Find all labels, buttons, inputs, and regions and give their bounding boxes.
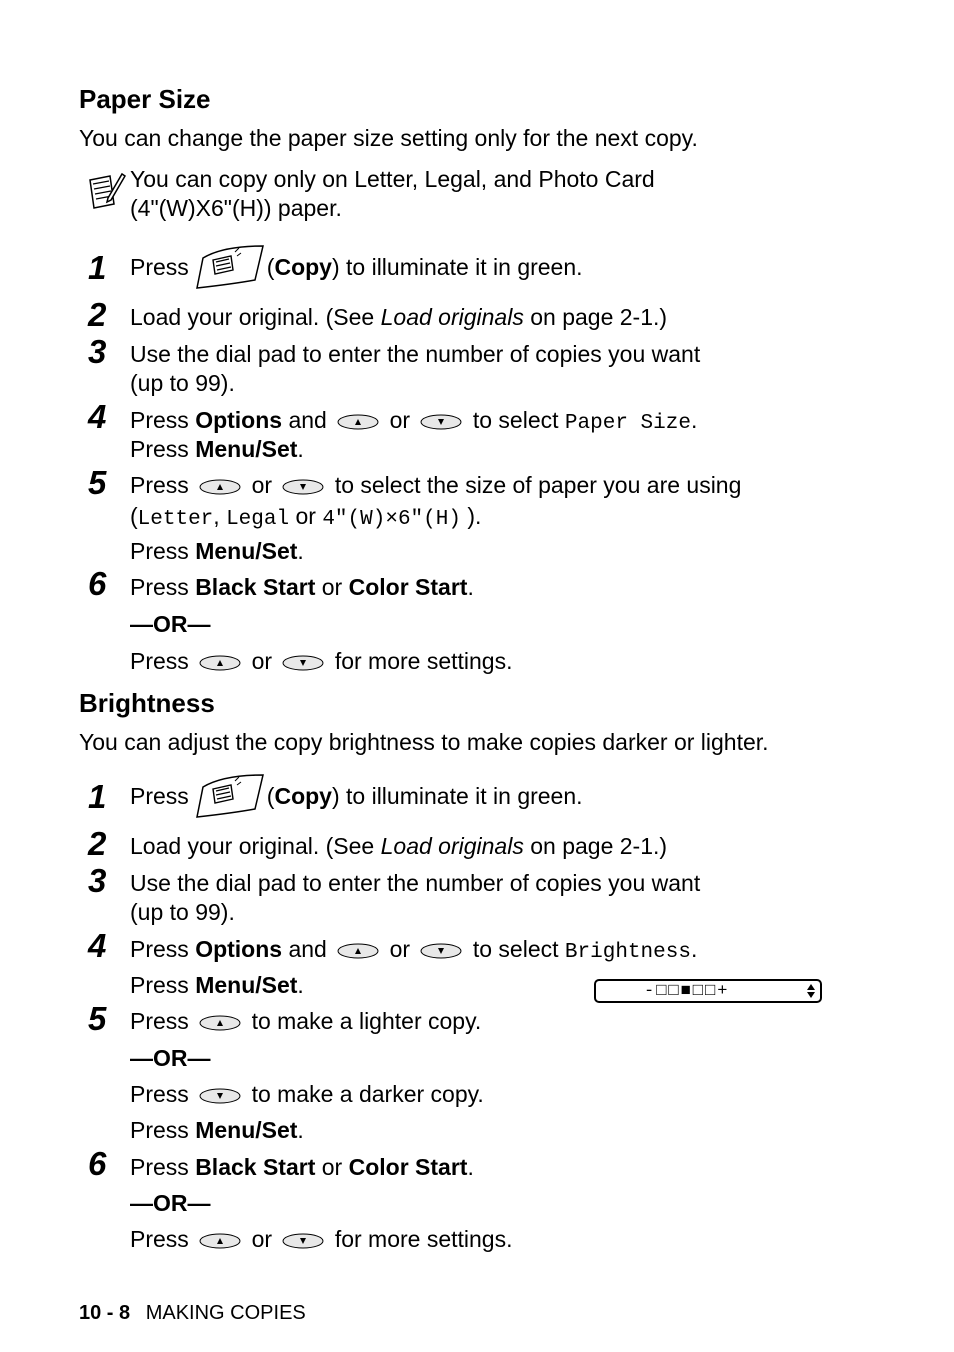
up-down-arrows-icon bbox=[806, 983, 816, 999]
copy-key-label: Copy bbox=[274, 782, 332, 809]
brightness-step-5-lighter: Press to make a lighter copy. bbox=[130, 1008, 482, 1034]
up-arrow-button-icon[interactable] bbox=[199, 1233, 241, 1249]
step-number: 3 bbox=[88, 862, 107, 899]
brightness-step-5-darker: Press to make a darker copy. bbox=[130, 1081, 484, 1107]
down-arrow-button-icon[interactable] bbox=[282, 655, 324, 671]
copy-key-icon[interactable] bbox=[193, 773, 265, 819]
brightness-step-4-line2: Press Menu/Set. bbox=[130, 972, 304, 998]
copy-key-label: Copy bbox=[274, 253, 332, 280]
brightness-step-2: Load your original. (See Load originals on page 2-1.) bbox=[130, 833, 668, 859]
load-originals-link: Load originals bbox=[380, 304, 524, 330]
brightness-step-3-line1: Use the dial pad to enter the number of copies you want bbox=[130, 870, 701, 896]
brightness-step-5-menuset: Press Menu/Set. bbox=[130, 1117, 304, 1143]
brightness-step-6: Press Black Start or Color Start. bbox=[130, 1154, 474, 1180]
paper-size-step-5-line3: Press Menu/Set. bbox=[130, 538, 304, 564]
paper-size-intro: You can change the paper size setting only for the next copy. bbox=[79, 125, 698, 151]
copy-key-icon[interactable] bbox=[193, 244, 265, 290]
step-number: 4 bbox=[88, 398, 107, 435]
step-number: 2 bbox=[88, 825, 107, 862]
load-originals-link: Load originals bbox=[380, 833, 524, 859]
paper-size-step-3-line1: Use the dial pad to enter the number of copies you want bbox=[130, 341, 701, 367]
paper-size-step-6: Press Black Start or Color Start. bbox=[130, 574, 474, 600]
step-number: 1 bbox=[88, 778, 107, 815]
down-arrow-button-icon[interactable] bbox=[199, 1088, 241, 1104]
step-number: 1 bbox=[88, 249, 107, 286]
step-text: Press bbox=[130, 253, 189, 280]
paper-size-step-4-line1: Press Options and or to select Paper Size. bbox=[130, 407, 698, 435]
paper-size-step-5-line2: (Letter, Legal or 4"(W)×6"(H) ). bbox=[130, 503, 482, 531]
down-arrow-button-icon[interactable] bbox=[420, 943, 462, 959]
up-arrow-button-icon[interactable] bbox=[199, 655, 241, 671]
note-pencil-icon bbox=[86, 170, 126, 212]
page-footer bbox=[79, 1302, 306, 1325]
step-number: 6 bbox=[88, 1145, 107, 1182]
up-arrow-button-icon[interactable] bbox=[199, 479, 241, 495]
step-number: 5 bbox=[88, 464, 107, 501]
lcd-menu-value: Paper Size bbox=[564, 412, 691, 435]
step-number: 6 bbox=[88, 565, 107, 602]
up-arrow-button-icon[interactable] bbox=[337, 414, 379, 430]
or-separator: —OR— bbox=[130, 1190, 211, 1216]
brightness-step-1: Press ( Copy ) to illuminate it in green. bbox=[130, 772, 583, 820]
step-number: 4 bbox=[88, 927, 107, 964]
page-number: 10 - 8 bbox=[79, 1302, 131, 1324]
brightness-step-4-line1: Press Options and or to select Brightness. bbox=[130, 936, 698, 964]
up-arrow-button-icon[interactable] bbox=[337, 943, 379, 959]
up-arrow-button-icon[interactable] bbox=[199, 1015, 241, 1031]
paper-size-step-4-line2: Press Menu/Set. bbox=[130, 436, 304, 462]
paper-size-more-settings: Press or for more settings. bbox=[130, 648, 513, 674]
brightness-intro: You can adjust the copy brightness to make copies darker or lighter. bbox=[79, 729, 769, 755]
brightness-step-3-line2: (up to 99). bbox=[130, 899, 235, 925]
paper-size-step-1: Press ( Copy ) to illuminate it in green. bbox=[130, 243, 583, 291]
or-separator: —OR— bbox=[130, 1045, 211, 1071]
down-arrow-button-icon[interactable] bbox=[282, 1233, 324, 1249]
lcd-menu-value: Brightness bbox=[564, 941, 691, 964]
paper-size-note-line2: (4"(W)X6"(H)) paper. bbox=[130, 195, 342, 221]
section-title-paper-size: Paper Size bbox=[79, 84, 211, 114]
paper-size-step-5-line1: Press or to select the size of paper you are using bbox=[130, 472, 742, 498]
chapter-title: MAKING COPIES bbox=[145, 1302, 306, 1324]
lcd-brightness-display bbox=[594, 979, 822, 1003]
section-title-brightness: Brightness bbox=[79, 688, 215, 718]
down-arrow-button-icon[interactable] bbox=[282, 479, 324, 495]
paper-size-step-2: Load your original. (See Load originals on page 2-1.) bbox=[130, 304, 668, 330]
paper-size-note-line1: You can copy only on Letter, Legal, and Photo Card bbox=[130, 166, 655, 192]
lcd-brightness-scale: -□□■□□+ bbox=[644, 982, 730, 1001]
step-number: 3 bbox=[88, 333, 107, 370]
step-number: 5 bbox=[88, 1000, 107, 1037]
paper-size-step-3-line2: (up to 99). bbox=[130, 370, 235, 396]
brightness-more-settings: Press or for more settings. bbox=[130, 1226, 513, 1252]
or-separator: —OR— bbox=[130, 611, 211, 637]
down-arrow-button-icon[interactable] bbox=[420, 414, 462, 430]
step-number: 2 bbox=[88, 296, 107, 333]
